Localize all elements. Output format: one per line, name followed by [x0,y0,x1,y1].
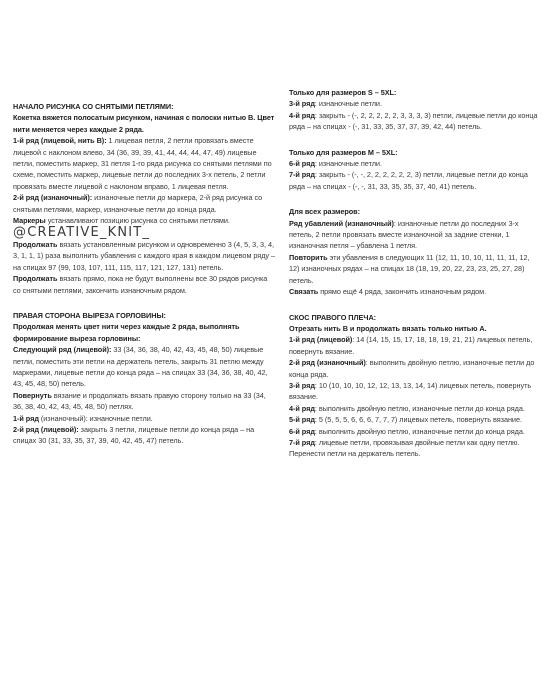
shoulder-row-4-text: : выполнить двойную петлю, изнаночные петли до конца ряда. [314,403,525,413]
markers-note [13,215,276,239]
knit-text: прямо ещё 4 ряда, закончить изнаночным рядом. [318,287,487,297]
m-row-6-text: : изнаночные петли. [314,159,382,169]
shoulder-row-3 [289,380,541,403]
right-column [289,87,541,460]
shoulder-row-3-label: 3-й ряд [289,380,315,390]
neck-row-1-text: (изнаночный): изнаночные петли. [38,413,153,423]
shoulder-row-3-text: : 10 (10, 10, 10, 12, 12, 13, 13, 14, 14) лицевых петель, повернуть вязание. [289,380,532,402]
shoulder-row-1-label: 1-й ряд (лицевой) [289,335,353,345]
row-2-label: 2-й ряд (изнаночный): [13,193,93,203]
continue2-label: Продолжать [13,274,58,284]
continue-straight-instruction [13,273,276,296]
shoulder-row-7-text: : лицевые петли, провязывая двойные петли как одну петлю. [314,437,520,447]
shoulder-row-2-label: 2-й ряд (изнаночный) [289,358,366,368]
turn-label: Повернуть [13,390,52,400]
turn-text: вязание и продолжать вязать правую сторону только на 33 (34, 36, 38, 40, 42, 43, 45, 48, 50) петлях. [13,390,266,412]
shoulder-row-5 [289,414,541,425]
pattern-start-heading: НАЧАЛО РИСУНКА СО СНЯТЫМИ ПЕТЛЯМИ: [13,102,174,111]
m-row-6-label: 6-й ряд [289,159,315,169]
neck-row-1-label: 1-й ряд [13,413,39,423]
next-row-instruction [13,344,276,390]
knit-label: Связать [289,287,319,297]
shoulder-heading: СКОС ПРАВОГО ПЛЕЧА: [289,312,377,322]
continue-text: вязать установленным рисунком и одновременно 3 (4, 5, 3, 3, 4, 3, 1, 1, 1) раза выполнить убавления с каждого края в каждом лицевом ряду – на спицах 97 (99, 103, 107, 111, 115, 117, 121, 127, 131) петель. [13,239,276,272]
shoulder-row-1-text: : 14 (14, 15, 15, 17, 18, 18, 19, 21, 21) лицевых петель, повернуть вязание. [289,335,533,356]
all-sizes-heading: Для всех размеров: [289,207,360,217]
s-row-3 [289,98,541,109]
row-1-instruction [13,135,276,192]
m-row-7 [289,169,541,192]
shoulder-row-5-label: 5-й ряд [289,415,315,425]
m-row-7-label: 7-й ряд [289,170,315,180]
shoulder-row-2 [289,357,541,380]
creator-watermark: @CREATIVE_KNIT_ [13,225,151,241]
neckline-intro: Продолжая менять цвет нити через каждые 2 ряда, выполнять формирование выреза горловины: [13,322,240,343]
repeat-instruction [289,252,541,286]
continue-label: Продолжать [13,239,58,249]
transfer-instruction: Перенести петли на держатель петель. [289,449,421,459]
decrease-text: : изнаночные петли до последних 3-х петель, 2 петли провязать вместе изнаночной за задние стенки, 1 изнаночная петля – убавлена 1 петля. [289,218,519,251]
next-row-text: 33 (34, 36, 38, 40, 42, 43, 45, 48, 50) лицевые петли, поместить эти петли на держатель петель, закрыть 31 петлю между маркерами, лицевые петли до конца ряда – на спицах 33 (34, 36, 38, 40, 42, 43, 45, 48, 50) петель. [13,345,268,389]
s-row-4-text: : закрыть - (-, 2, 2, 2, 2, 2, 3, 3, 3, 3) петли, лицевые петли до конца ряда – на спицах - (-, 31, 33, 35, 37, 37, 39, 42, 44) петель. [289,110,538,132]
repeat-label: Повторить [289,252,328,262]
s-row-3-label: 3-й ряд [289,99,315,109]
yoke-intro: Кокетка вяжется полосатым рисунком, начиная с полоски нитью В. Цвет нити меняется через каждые 2 ряда. [13,113,275,134]
markers-text: устанавливают позицию рисунка со снятыми петлями. [45,216,230,226]
m-row-6 [289,158,541,169]
markers-label: Маркеры [13,216,46,226]
s-row-4-label: 4-й ряд [289,110,315,120]
row-2-instruction [13,192,276,215]
shoulder-row-7 [289,437,541,448]
knit-instruction [289,286,541,297]
shoulder-intro: Отрезать нить В и продолжать вязать только нитью А. [289,323,487,333]
neckline-heading: ПРАВАЯ СТОРОНА ВЫРЕЗА ГОРЛОВИНЫ: [13,310,166,320]
s-row-4 [289,110,541,133]
row-1-label: 1-й ряд (лицевой, нить В): [13,136,107,146]
s-row-3-text: : изнаночные петли. [314,99,382,109]
neck-row-2-text: закрыть 3 петли, лицевые петли до конца ряда – на спицах 30 (31, 33, 35, 37, 39, 40, 42, 45, 47) петель. [13,424,255,446]
repeat-text: эти убавления в следующих 11 (12, 11, 10, 10, 11, 11, 11, 12, 12) изнаночных рядах – на спицах 18 (18, 19, 20, 22, 23, 23, 25, 27, 28) петель. [289,252,530,285]
next-row-label: Следующий ряд (лицевой): [13,345,112,355]
continue2-text: вязать прямо, пока не будут выполнены все 30 рядов рисунка со снятыми петлями, закончить изнаночным рядом. [13,274,268,295]
row-2-text: изнаночные петли до маркера, 2-й ряд рисунка со снятыми петлями, маркер, изнаночные петли до конца ряда. [13,193,263,214]
shoulder-row-4-label: 4-й ряд [289,403,315,413]
continue-instruction [13,239,276,273]
turn-instruction [13,390,276,413]
shoulder-row-4 [289,403,541,414]
m-row-7-text: : закрыть - (-, -, 2, 2, 2, 2, 2, 2, 3) петли, лицевые петли до конца ряда – на спицах - (-, -, 31, 33, 35, 35, 37, 40, 41) петель. [289,170,528,191]
decrease-label: Ряд убавлений (изнаночный) [289,218,394,228]
neck-row-1 [13,413,276,424]
shoulder-row-1 [289,334,541,357]
shoulder-row-6 [289,426,541,437]
shoulder-row-6-text: : выполнить двойную петлю, изнаночные петли до конца ряда. [314,426,525,436]
sizes-m-heading: Только для размеров М – 5XL: [289,147,398,157]
neck-row-2 [13,424,276,447]
row-1-text: 1 лицевая петля, 2 петли провязать вместе лицевой с наклоном влево, 34 (36, 39, 39, 41, 44, 44, 44, 47, 49) лицевые петли, поместить маркер, 31 петля 1-го ряда рисунка со снятыми петлями по схеме, поместить маркер, лицевые петли до последних 3-х петель, 2 петли провязать вместе лицевой с наклоном вправо, 1 лицевая петля. [13,136,272,191]
shoulder-row-7-label: 7-й ряд [289,437,315,447]
shoulder-row-2-text: : выполнить двойную петлю, изнаночные петли до конца ряда. [289,358,535,379]
shoulder-row-6-label: 6-й ряд [289,426,315,436]
shoulder-row-5-text: : 5 (5, 5, 5, 6, 6, 6, 7, 7, 7) лицевых петель, повернуть вязание. [314,415,522,425]
neck-row-2-label: 2-й ряд (лицевой): [13,424,79,434]
decrease-row [289,218,541,252]
sizes-s-heading: Только для размеров S – 5XL: [289,88,397,97]
left-column [13,101,276,447]
